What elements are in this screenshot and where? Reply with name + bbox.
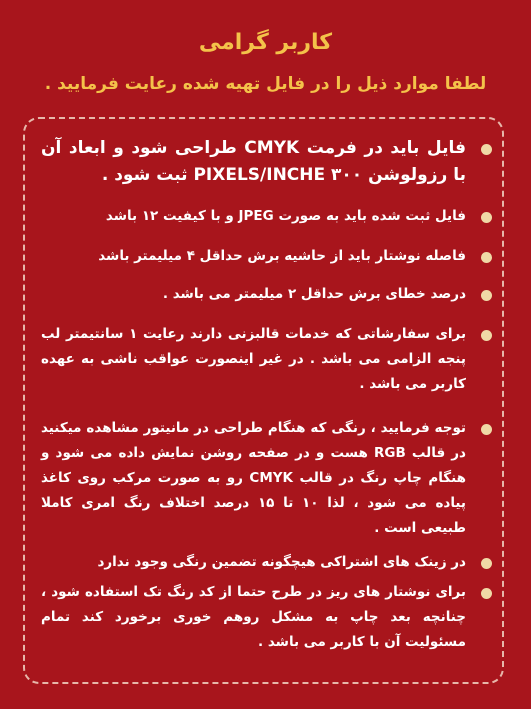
list-item: برای نوشتار های ریز در طرح حتما از کد رنگ تک استفاده شود ، چنانچه بعد چاپ به مشکل روهم خوری برخورد کند تمام مسئولیت آن با کاربر می باشد . <box>41 580 490 655</box>
list-item: برای سفارشاتی که خدمات قالبزنی دارند رعایت ۱ سانتیمتر لب پنجه الزامی می باشد . در غیر اینصورت عواقب ناشی به عهده کاربر می باشد . <box>41 322 490 397</box>
list-item: فایل ثبت شده باید به صورت JPEG و با کیفیت ۱۲ باشد <box>41 204 490 229</box>
bullet-icon <box>481 588 492 599</box>
list-item: فاصله نوشتار باید از حاشیه برش حداقل ۴ میلیمتر باشد <box>41 244 490 269</box>
bullet-icon <box>481 330 492 341</box>
instructions-box <box>23 117 504 684</box>
list-item: در زینک های اشتراکی هیچگونه تضمین رنگی وجود ندارد <box>41 550 490 575</box>
bullet-icon <box>481 212 492 223</box>
bullet-icon <box>481 424 492 435</box>
bullet-icon <box>481 558 492 569</box>
bullet-icon <box>481 252 492 263</box>
list-item: توجه فرمایید ، رنگی که هنگام طراحی در مانیتور مشاهده میکنید در قالب RGB هست و در صفحه روشن نمایش داده می شود و هنگام چاپ رنگ در قالب CMYK رو به صورت مرکب روی کاغذ پیاده می شود ، لذا ۱۰ تا ۱۵ درصد اختلاف رنگ امری کاملا طبیعی است . <box>41 416 490 541</box>
bullet-icon <box>481 290 492 301</box>
page-subtitle: لطفا موارد ذیل را در فایل تهیه شده رعایت فرمایید . <box>44 74 487 94</box>
page-title: کاربر گرامی <box>198 30 333 55</box>
bullet-icon <box>481 144 492 155</box>
list-item: فایل باید در فرمت CMYK طراحی شود و ابعاد آن با رزولوشن ۳۰۰ PIXELS/INCHE ثبت شود . <box>41 135 490 189</box>
list-item: درصد خطای برش حداقل ۲ میلیمتر می باشد . <box>41 282 490 307</box>
